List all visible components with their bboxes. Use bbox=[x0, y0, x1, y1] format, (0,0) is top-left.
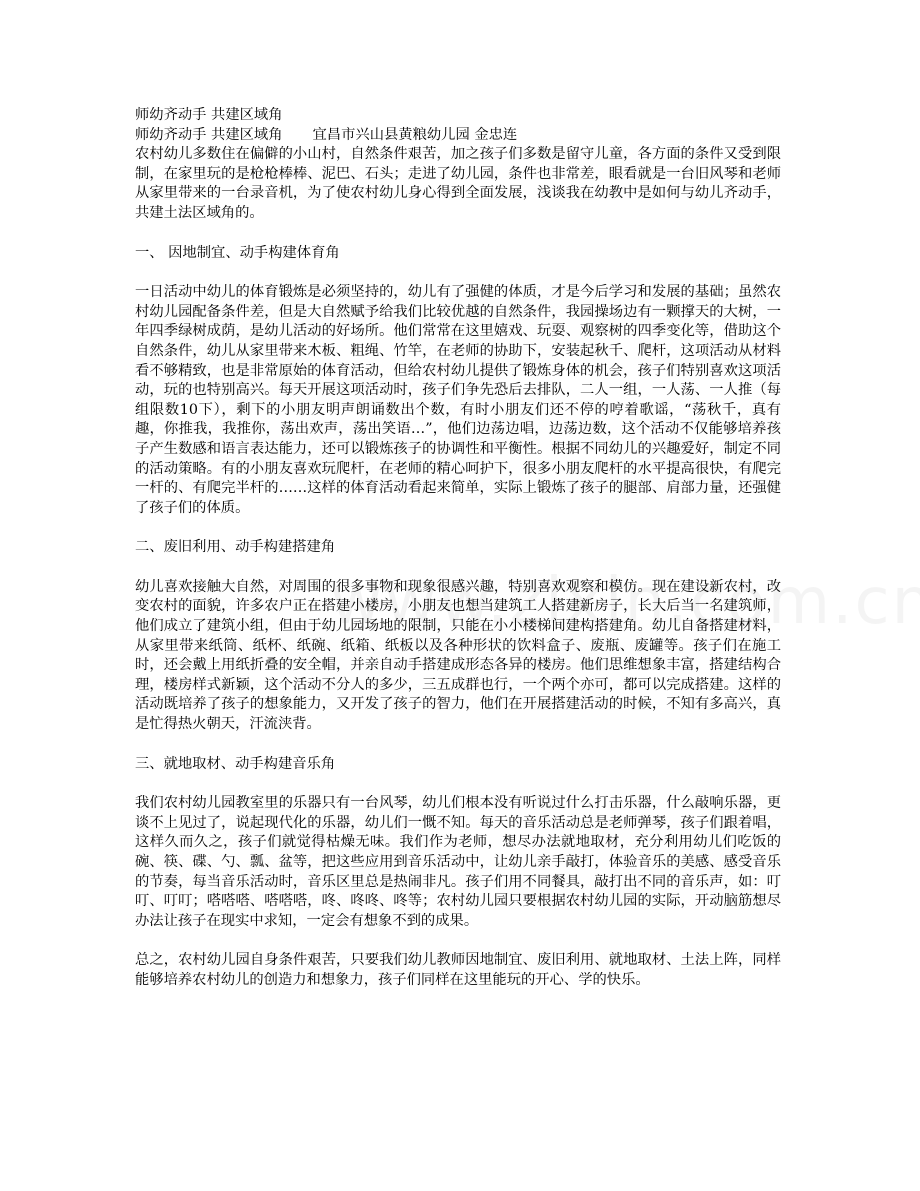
conclusion-paragraph: 总之，农村幼儿园自身条件艰苦，只要我们幼儿教师因地制宜、废旧利用、就地取材、土法上阵，同样能够培养农村幼儿的创造力和想象力，孩子们同样在这里能玩的开心、学的快乐。 bbox=[135, 952, 781, 988]
document-body bbox=[135, 106, 781, 991]
intro-paragraph: 农村幼儿多数住在偏僻的小山村，自然条件艰苦，加之孩子们多数是留守儿童，各方面的条件又受到限制，在家里玩的是枪枪棒棒、泥巴、石头；走进了幼儿园，条件也非常差，眼看就是一台旧风琴和老师从家里带来的一台录音机，为了使农村幼儿身心得到全面发展，浅谈我在幼教中是如何与幼儿齐动手，共建土法区域角的。 bbox=[135, 146, 781, 221]
section-1-body: 一日活动中幼儿的体育锻炼是必须坚持的，幼儿有了强健的体质，才是今后学习和发展的基础；虽然农村幼儿园配备条件差，但是大自然赋予给我们比较优越的自然条件，我园操场边有一颗撑天的大树，一年四季绿树成荫，是幼儿活动的好场所。他们常常在这里嬉戏、玩耍、观察树的四季变化等，借助这个自然条件，幼儿从家里带来木板、粗绳、竹竿，在老师的协助下，安装起秋千、爬杆，这项活动从材料看不够精致，也是非常原始的体育活动，但给农村幼儿提供了锻炼身体的机会，孩子们特别喜欢这项活动，玩的也特别高兴。每天开展这项活动时，孩子们争先恐后去排队，二人一组，一人荡、一人推（每组限数10下），剩下的小朋友明声朗诵数出个数，有时小朋友们还不停的哼着歌谣，“荡秋千，真有趣，你推我，我推你，荡出欢声，荡出笑语…”，他们边荡边唱，边荡边数，这个活动不仅能够培养孩子产生数感和语言表达能力，还可以锻炼孩子的协调性和平衡性。根据不同幼儿的兴趣爱好，制定不同的活动策略。有的小朋友喜欢玩爬杆，在老师的精心呵护下，很多小朋友爬杆的水平提高很快，有爬完一杆的、有爬完半杆的……这样的体育活动看起来简单，实际上锻炼了孩子的腿部、肩部力量，还强健了孩子们的体质。 bbox=[135, 284, 781, 516]
byline-title: 师幼齐动手 共建区域角 bbox=[135, 126, 283, 143]
byline bbox=[135, 126, 781, 146]
section-1-heading: 一、 因地制宜、动手构建体育角 bbox=[135, 244, 340, 261]
section-3-body: 我们农村幼儿园教室里的乐器只有一台风琴，幼儿们根本没有听说过什么打击乐器，什么敲响乐器，更谈不上见过了，说起现代化的乐器，幼儿们一慨不知。每天的音乐活动总是老师弹琴，孩子们跟着唱，这样久而久之，孩子们就觉得枯燥无味。我们作为老师，想尽办法就地取材，充分利用幼儿们吃饭的碗、筷、碟、勺、瓢、盆等，把这些应用到音乐活动中，让幼儿亲手敲打，体验音乐的美感、感受音乐的节奏，每当音乐活动时，音乐区里总是热闹非凡。孩子们用不同餐具，敲打出不同的音乐声，如：叮叮、叮叮；嗒嗒嗒、嗒嗒嗒，咚、咚咚、咚等；农村幼儿园只要根据农村幼儿园的实际，开动脑筋想尽办法让孩子在现实中求知，一定会有想象不到的成果。 bbox=[135, 795, 781, 929]
section-3-heading: 三、就地取材、动手构建音乐角 bbox=[135, 755, 336, 772]
section-2-heading: 二、废旧利用、动手构建搭建角 bbox=[135, 539, 336, 556]
document-title: 师幼齐动手 共建区域角 bbox=[135, 107, 283, 123]
byline-author: 宜昌市兴山县黄粮幼儿园 金忠连 bbox=[312, 126, 518, 143]
section-2-body: 幼儿喜欢接触大自然，对周围的很多事物和现象很感兴趣，特别喜欢观察和模仿。现在建设新农村，改变农村的面貌，许多农户正在搭建小楼房，小朋友也想当建筑工人搭建新房子，长大后当一名建筑师，他们成立了建筑小组，但由于幼儿园场地的限制，只能在小小楼梯间建构搭建角。幼儿自备搭建材料，从家里带来纸筒、纸杯、纸碗、纸箱、纸板以及各种形状的饮料盒子、废瓶、废罐等。孩子们在施工时，还会戴上用纸折叠的安全帽，并亲自动手搭建成形态各异的楼房。他们思维想象丰富，搭建结构合理，楼房样式新颖，这个活动不分人的多少，三五成群也行，一个两个亦可，都可以完成搭建。这样的活动既培养了孩子的想象能力，又开发了孩子的智力，他们在开展搭建活动的时候，不知有多高兴，真是忙得热火朝天，汗流浃背。 bbox=[135, 578, 781, 733]
